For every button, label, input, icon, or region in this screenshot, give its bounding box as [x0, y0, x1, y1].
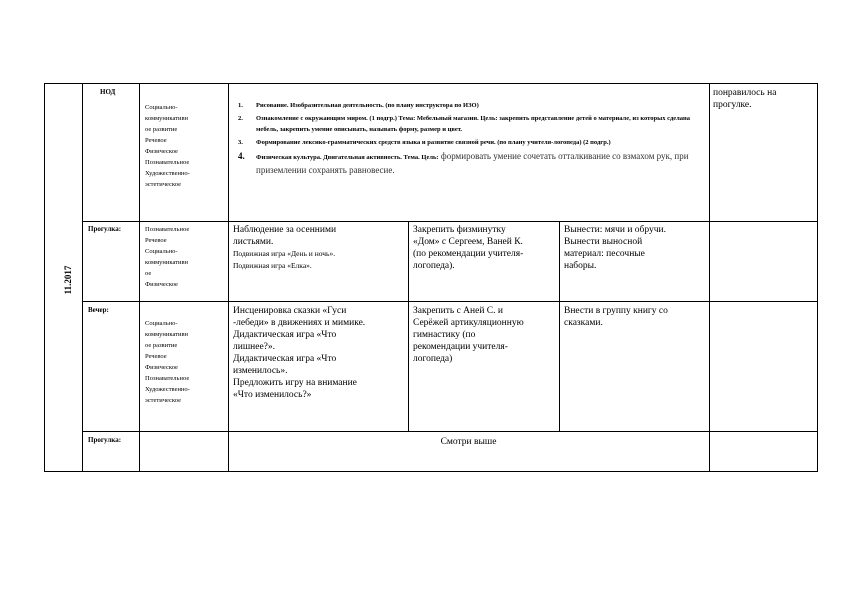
area-item: Физическое [145, 364, 178, 371]
text-line: гимнастику (по [413, 330, 476, 340]
mid-col-divider-1 [408, 221, 409, 432]
text-line: наборы. [564, 261, 597, 271]
evening-activities [233, 305, 407, 401]
area-item: Социально- [145, 320, 178, 327]
walk1-label: Прогулка: [88, 225, 122, 233]
text-line: Вынести выносной [564, 237, 643, 247]
list-number: 2. [238, 115, 243, 122]
list-text-bold: Физическая культура. Двигательная активность. Тема. Цель: [256, 154, 439, 161]
list-text-regular: формировать умение сочетать отталкивание со взмахом рук, при приземлении сохранять равновесие. [256, 151, 689, 175]
walk1-environment [564, 224, 708, 272]
area-item: Социально- [145, 248, 178, 255]
table-border-bottom [44, 471, 818, 472]
text-line: Предложить игру на внимание [233, 378, 357, 388]
area-item: Социально- [145, 104, 178, 111]
text-line: Закрепить физминутку [413, 225, 506, 235]
row-divider-walk1 [82, 301, 818, 302]
area-item: Познавательное [145, 375, 190, 382]
text-line: Подвижная игра «Елка». [233, 261, 312, 270]
walk2-label: Прогулка: [88, 436, 122, 444]
nod-activities-list [238, 100, 704, 178]
text-line: (по рекомендации учителя- [413, 249, 524, 259]
text-line: Подвижная игра «День и ночь». [233, 249, 336, 258]
area-item: ое развитие [145, 126, 178, 133]
list-text: Формирование лексико-грамматических средств языка и развитие связной речи. (по плану учителя-логопеда) (2 подгр.) [256, 139, 611, 146]
table-border-right [817, 83, 818, 472]
text-line: Вынести: мячи и обручи. [564, 225, 666, 235]
list-item [238, 113, 704, 135]
text-line: логопеда). [413, 261, 455, 271]
evening-label: Вечер: [88, 306, 109, 314]
table-border-top [44, 83, 818, 84]
text-line: «Что изменилось?» [233, 390, 312, 400]
area-item: коммуникативн [145, 259, 189, 266]
area-item: коммуникативн [145, 115, 189, 122]
area-item: ое [145, 270, 152, 277]
text-line: сказками. [564, 318, 603, 328]
evening-areas [145, 318, 227, 406]
mid-col-divider-2 [559, 221, 560, 432]
area-item: эстетическое [145, 181, 181, 188]
walk1-areas [145, 224, 227, 290]
evening-individual [413, 305, 557, 365]
area-item: коммуникативн [145, 331, 189, 338]
list-number: 4. [238, 151, 245, 161]
list-number: 3. [238, 139, 243, 146]
text-line: «Дом» с Сергеем, Ваней К. [413, 237, 523, 247]
text-line: Наблюдение за осенними [233, 225, 337, 235]
text-line: Инсценировка сказки «Гуси [233, 306, 347, 316]
text-line: лишнее?». [233, 342, 275, 352]
area-item: ое развитие [145, 342, 178, 349]
text-line: -лебеди» в движениях и мимике. [233, 318, 366, 328]
nod-areas [145, 102, 227, 190]
nod-label: НОД [100, 88, 116, 96]
area-item: эстетическое [145, 397, 181, 404]
area-item: Художественно- [145, 386, 190, 393]
area-item: Речевое [145, 353, 167, 360]
area-item: Речевое [145, 237, 167, 244]
text-line: Дидактическая игра «Что [233, 354, 337, 364]
text-line: материал: песочные [564, 249, 645, 259]
list-number: 1. [238, 102, 243, 109]
list-item [238, 137, 704, 148]
text-line: листьями. [233, 237, 274, 247]
text-line: рекомендации учителя- [413, 342, 508, 352]
text-line: Закрепить с Аней С. и [413, 306, 503, 316]
list-text: Рисование. Изобразительная деятельность. (по плану инструктора по ИЗО) [256, 102, 479, 109]
right-col-divider [709, 83, 710, 472]
area-item: Физическое [145, 281, 178, 288]
walk1-individual [413, 224, 557, 272]
text-line: Серёжей артикуляционную [413, 318, 524, 328]
area-item: Физическое [145, 148, 178, 155]
text-line: изменилось». [233, 366, 288, 376]
label-col-divider [139, 83, 140, 472]
walk1-observation [233, 224, 405, 272]
list-item [238, 100, 704, 111]
area-item: Речевое [145, 137, 167, 144]
text-line: Дидактическая игра «Что [233, 330, 337, 340]
walk2-see-above: Смотри выше [440, 437, 497, 447]
row-divider-evening [82, 431, 818, 432]
top-right-note: понравилось на прогулке. [713, 88, 777, 110]
row-divider-nod [82, 221, 818, 222]
text-line: Внести в группу книгу со [564, 306, 668, 316]
area-item: Художественно- [145, 170, 190, 177]
text-line: логопеда) [413, 354, 453, 364]
area-item: Познавательное [145, 159, 190, 166]
date-label: 11.2017 [63, 265, 73, 295]
list-text: Ознакомление с окружающим миром. (1 подгр.) Тема: Мебельный магазин. Цель: закрепить представление детей о материале, из которых сделана мебель, закрепить умение описывать, называть форму, размер и цвет. [256, 115, 691, 133]
area-col-divider [228, 83, 229, 472]
evening-environment [564, 305, 708, 329]
table-border-left [44, 83, 45, 472]
list-item [238, 150, 704, 176]
area-item: Познавательное [145, 226, 190, 233]
